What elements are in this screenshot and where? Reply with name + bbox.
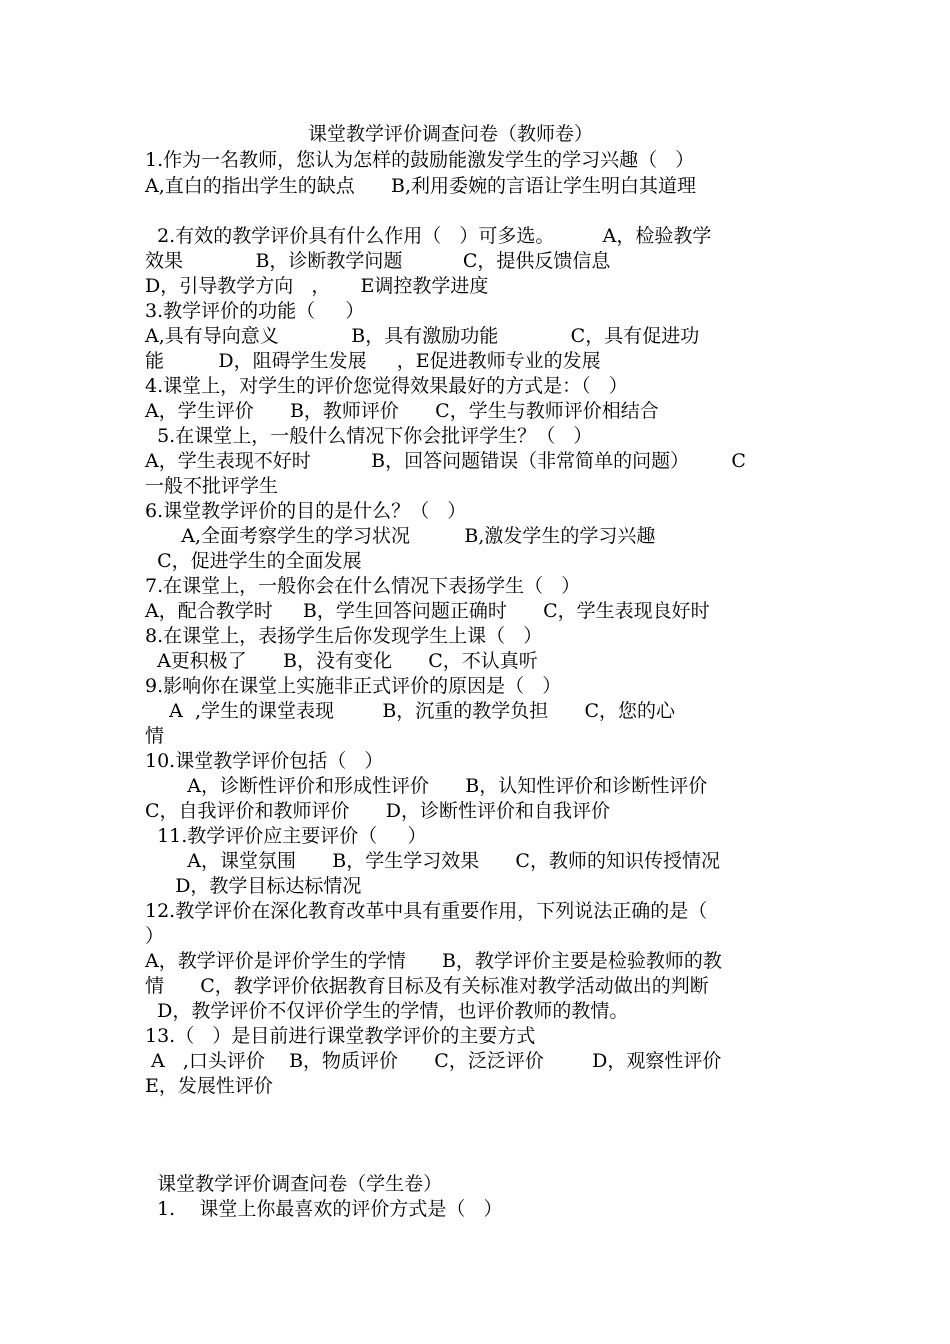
teacher-survey-title: 课堂教学评价调查问卷（教师卷）	[308, 123, 594, 145]
question-11: 11.教学评价应主要评价（ ）	[145, 825, 427, 847]
question-9-options-b: 情	[145, 725, 165, 747]
question-13: 13.（ ）是目前进行课堂教学评价的主要方式	[145, 1025, 536, 1047]
question-10-options-b: C，自我评价和教师评价 D，诊断性评价和自我评价	[145, 800, 611, 822]
question-10: 10.课堂教学评价包括（ ）	[145, 750, 384, 772]
question-13-options-a: A ,口头评价 B，物质评价 C，泛泛评价 D，观察性评价	[145, 1050, 722, 1072]
question-10-options-a: A，诊断性评价和形成性评价 B，认知性评价和诊断性评价	[145, 775, 708, 797]
question-7-options: A，配合教学时 B，学生回答问题正确时 C，学生表现良好时	[145, 600, 710, 622]
question-3-options-a: A,具有导向意义 B，具有激励功能 C，具有促进功	[145, 325, 700, 347]
question-5: 5.在课堂上，一般什么情况下你会批评学生？（ ）	[145, 425, 593, 447]
question-6: 6.课堂教学评价的目的是什么？（ ）	[145, 500, 467, 522]
question-6-options-b: C，促进学生的全面发展	[145, 550, 362, 572]
question-6-options-a: A,全面考察学生的学习状况 B,激发学生的学习兴趣	[145, 525, 656, 547]
question-9: 9.影响你在课堂上实施非正式评价的原因是（ ）	[145, 675, 562, 697]
question-2: 2.有效的教学评价具有什么作用（ ）可多选。 A，检验教学	[145, 225, 712, 247]
question-11-options-b: D，教学目标达标情况	[145, 875, 362, 897]
question-3: 3.教学评价的功能（ ）	[145, 300, 365, 322]
question-4: 4.课堂上，对学生的评价您觉得效果最好的方式是：（ ）	[145, 375, 628, 397]
question-9-options-a: A ,学生的课堂表现 B，沉重的教学负担 C，您的心	[145, 700, 676, 722]
question-2-options-b: D，引导教学方向 ， E调控教学进度	[145, 275, 489, 297]
question-3-options-b: 能 D，阻碍学生发展 ，E促进教师专业的发展	[145, 350, 601, 372]
question-5-options-a: A，学生表现不好时 B，回答问题错误（非常简单的问题） C	[145, 450, 746, 472]
question-12-options-b: 情 C，教学评价依据教育目标及有关标准对教学活动做出的判断	[145, 975, 709, 997]
question-5-options-b: 一般不批评学生	[145, 475, 279, 497]
question-1: 1.作为一名教师，您认为怎样的鼓励能激发学生的学习兴趣（ ）	[145, 149, 695, 171]
question-11-options-a: A，课堂氛围 B，学生学习效果 C，教师的知识传授情况	[145, 850, 720, 872]
question-12-options-c: D，教学评价不仅评价学生的学情，也评价教师的教情。	[145, 1000, 629, 1022]
question-12: 12.教学评价在深化教育改革中具有重要作用，下列说法正确的是（	[145, 900, 708, 922]
question-2-options-a: 效果 B，诊断教学问题 C，提供反馈信息	[145, 250, 611, 272]
question-13-options-b: E，发展性评价	[145, 1075, 273, 1097]
student-question-1: 1. 课堂上你最喜欢的评价方式是（ ）	[145, 1198, 503, 1220]
student-survey-title: 课堂教学评价调查问卷（学生卷）	[145, 1173, 443, 1195]
question-12-options-a: A，教学评价是评价学生的学情 B，教学评价主要是检验教师的教	[145, 950, 722, 972]
question-8-options: A更积极了 B，没有变化 C，不认真听	[145, 650, 538, 672]
question-8: 8.在课堂上，表扬学生后你发现学生上课（ ）	[145, 625, 543, 647]
question-7: 7.在课堂上，一般你会在什么情况下表扬学生（ ）	[145, 575, 581, 597]
question-1-options: A,直白的指出学生的缺点 B,利用委婉的言语让学生明白其道理	[145, 175, 697, 197]
question-4-options: A，学生评价 B，教师评价 C，学生与教师评价相结合	[145, 400, 659, 422]
question-12-bracket: ）	[145, 925, 165, 947]
